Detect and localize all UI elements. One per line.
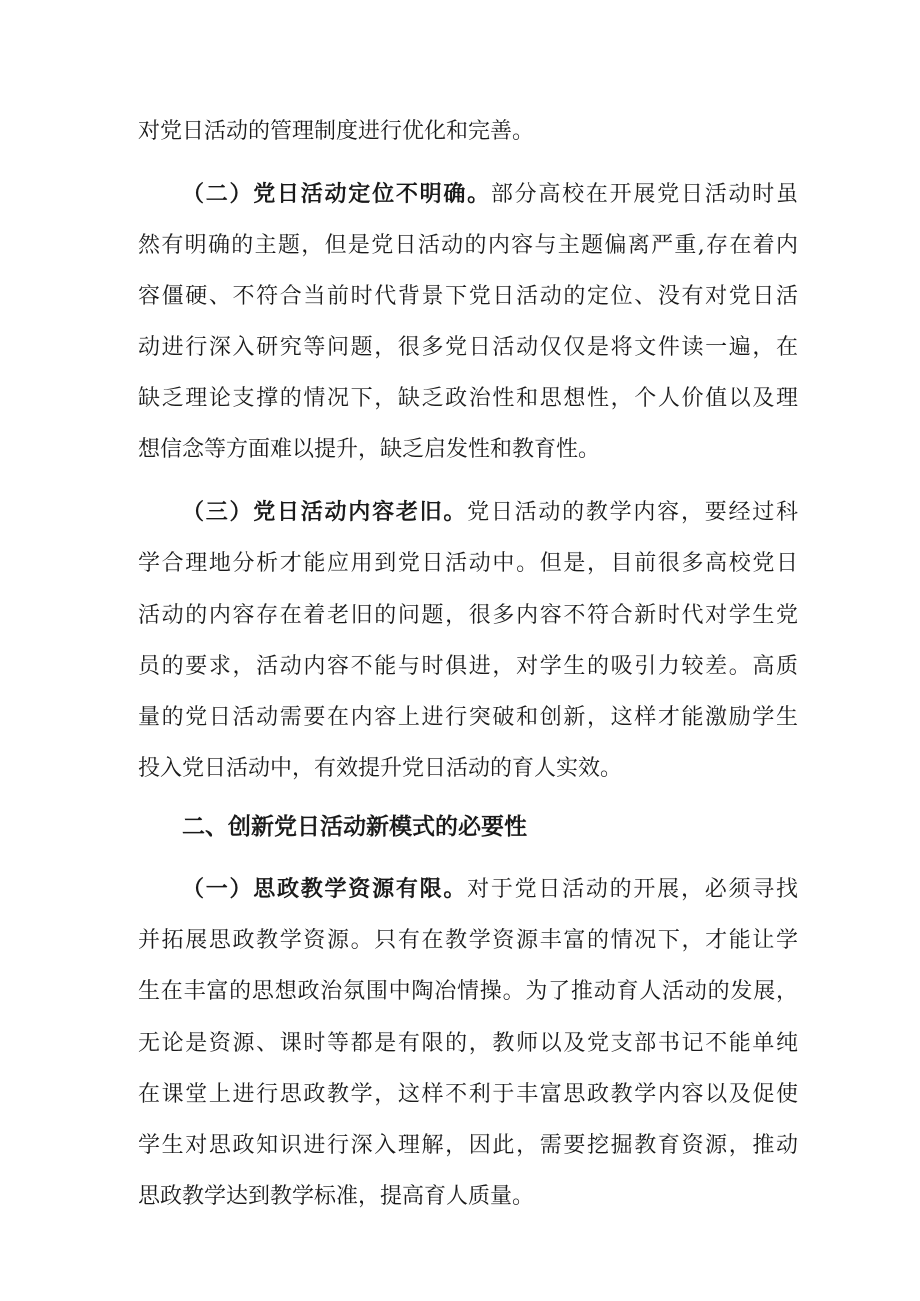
paragraph-text: 对党日活动的管理制度进行优化和完善。 — [138, 119, 535, 144]
section-title: 二、创新党日活动新模式的必要性 — [182, 814, 527, 840]
paragraph-heading: （一）思政教学资源有限。 — [182, 877, 468, 902]
text-line — [138, 647, 798, 687]
paragraph-text: 思政教学达到教学标准，提高育人质量。 — [138, 1184, 535, 1209]
paragraph-text: 动进行深入研究等问题，很多党日活动仅仅是将文件读一遍，在 — [138, 335, 798, 360]
text-line — [138, 698, 798, 738]
paragraph-text: 想信念等方面难以提升，缺乏启发性和教育性。 — [138, 437, 601, 462]
text-line — [138, 972, 798, 1012]
text-line — [138, 1075, 798, 1115]
paragraph-text: 部分高校在开展党日活动时虽 — [490, 182, 798, 207]
paragraph-text: 对于党日活动的开展，必须寻找 — [467, 877, 798, 902]
paragraph-text: 无论是资源、课时等都是有限的，教师以及党支部书记不能单纯 — [138, 1031, 798, 1056]
paragraph-text: 活动的内容存在着老旧的问题，很多内容不符合新时代对学生党 — [138, 603, 798, 628]
paragraph-text: 员的要求，活动内容不能与时俱进，对学生的吸引力较差。高质 — [138, 654, 798, 679]
text-line — [138, 379, 798, 419]
text-line — [138, 1177, 798, 1217]
paragraph-first-line — [182, 870, 798, 910]
text-line — [138, 226, 798, 266]
paragraph-text: 学生对思政知识进行深入理解，因此，需要挖掘教育资源，推动 — [138, 1133, 798, 1158]
paragraph-text: 投入党日活动中，有效提升党日活动的育人实效。 — [138, 756, 623, 781]
paragraph-text: 然有明确的主题，但是党日活动的内容与主题偏离严重,存在着内 — [138, 233, 798, 258]
text-line — [138, 277, 798, 317]
paragraph-first-line — [182, 493, 798, 533]
paragraph-text: 缺乏理论支撑的情况下，缺乏政治性和思想性，个人价值以及理 — [138, 386, 798, 411]
paragraph-text: 学合理地分析才能应用到党日活动中。但是，目前很多高校党日 — [138, 551, 798, 576]
paragraph-heading: （二）党日活动定位不明确。 — [182, 182, 491, 207]
paragraph-text: 并拓展思政教学资源。只有在教学资源丰富的情况下，才能让学 — [138, 928, 798, 953]
text-line — [138, 112, 798, 152]
paragraph-text: 生在丰富的思想政治氛围中陶冶情操。为了推动育人活动的发展， — [138, 979, 798, 1004]
text-line — [138, 544, 798, 584]
paragraph-text: 量的党日活动需要在内容上进行突破和创新，这样才能激励学生 — [138, 705, 798, 730]
text-line — [138, 1024, 798, 1064]
paragraph-text: 在课堂上进行思政教学，这样不利于丰富思政教学内容以及促使 — [138, 1082, 798, 1107]
paragraph-heading: （三）党日活动内容老旧。 — [182, 500, 468, 525]
text-line — [138, 596, 798, 636]
text-line — [138, 921, 798, 961]
section-heading — [182, 807, 798, 847]
text-line — [138, 328, 798, 368]
text-line — [138, 430, 798, 470]
paragraph-first-line — [182, 175, 798, 215]
text-line — [138, 1126, 798, 1166]
paragraph-text: 容僵硬、不符合当前时代背景下党日活动的定位、没有对党日活 — [138, 284, 798, 309]
text-line — [138, 749, 798, 789]
paragraph-text: 党日活动的教学内容，要经过科 — [467, 500, 798, 525]
